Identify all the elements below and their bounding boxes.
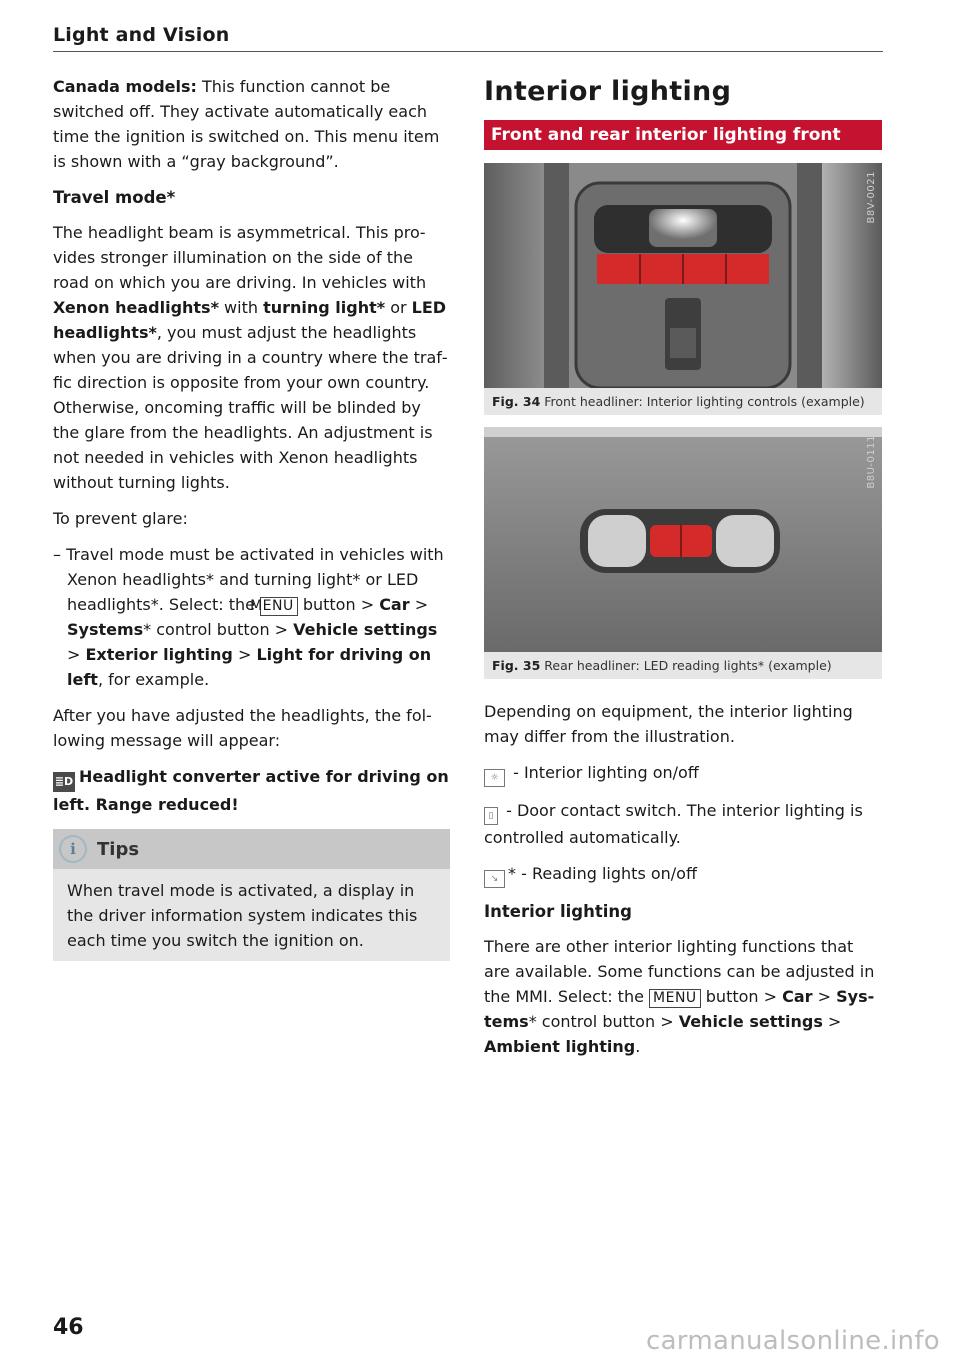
canada-label: Canada models: bbox=[53, 77, 197, 96]
text-run: * - Reading lights on/off bbox=[508, 864, 697, 883]
text-run: or bbox=[385, 298, 412, 317]
headlight-message bbox=[53, 764, 450, 817]
tips-header bbox=[53, 829, 450, 869]
figure-35-image bbox=[484, 427, 882, 652]
text-run-bold: Ambient lighting bbox=[484, 1037, 636, 1056]
prevent-glare-label: To prevent glare: bbox=[53, 509, 188, 528]
canada-paragraph bbox=[53, 74, 450, 174]
tips-body bbox=[53, 869, 450, 961]
headlight-converter-icon: ≣D bbox=[53, 772, 75, 792]
text-run-bold: LED headlights* bbox=[53, 298, 447, 342]
right-column bbox=[484, 74, 882, 1070]
text-run: . bbox=[635, 1037, 641, 1056]
text-run: > bbox=[409, 595, 429, 614]
figure-34-caption bbox=[484, 388, 882, 415]
text-run: The headlight beam is asymmetrical. This provides stronger illumination on the side of the road on which you are driving. In vehicles with bbox=[53, 223, 427, 292]
text-run: * control button > bbox=[528, 1012, 679, 1031]
figure-34-image bbox=[484, 163, 882, 388]
page-header-title: Light and Vision bbox=[53, 24, 230, 46]
text-run: button > bbox=[700, 987, 783, 1006]
figure-35 bbox=[484, 427, 882, 679]
watermark: carmanualsonline.info bbox=[645, 1326, 940, 1356]
figure-35-label: Fig. 35 bbox=[492, 658, 541, 673]
text-run: , for example. bbox=[97, 670, 210, 689]
header-divider bbox=[53, 51, 883, 52]
menu-key: MENU bbox=[649, 989, 701, 1008]
text-run: – Travel mode must be activated in vehicles with Xenon headlights* and turning light* or LED headlights*. Select: the bbox=[53, 545, 444, 614]
subsection-bar: Front and rear interior lighting front bbox=[484, 120, 882, 150]
depending-paragraph: Depending on equipment, the interior lighting may differ from the illustration. bbox=[484, 702, 853, 746]
text-run-bold: Car bbox=[379, 595, 410, 614]
door-contact-icon: ▯ bbox=[484, 807, 498, 825]
text-run-bold: Vehicle settings bbox=[678, 1012, 823, 1031]
tips-text: When travel mode is activated, a display in the driver information system indicates this each time you switch the ignition on. bbox=[67, 881, 418, 950]
text-run: - Interior lighting on/off bbox=[508, 763, 699, 782]
figure-34-label: Fig. 34 bbox=[492, 394, 541, 409]
text-run: > bbox=[822, 1012, 842, 1031]
legend-interior-light bbox=[484, 760, 882, 787]
legend-reading-lights bbox=[484, 861, 882, 888]
rear-headliner-photo bbox=[484, 427, 882, 652]
interior-lighting-heading: Interior lighting bbox=[484, 902, 632, 921]
left-column bbox=[53, 74, 450, 961]
text-run-bold: Xenon headlights* bbox=[53, 298, 219, 317]
text-run: > bbox=[232, 645, 257, 664]
text-run: - Door contact switch. The interior lighting is controlled automatically. bbox=[484, 801, 863, 847]
page-number: 46 bbox=[53, 1315, 84, 1340]
travel-mode-paragraph bbox=[53, 220, 450, 495]
text-run-bold: Vehicle settings bbox=[293, 620, 438, 639]
interior-light-icon: ☼ bbox=[484, 769, 505, 787]
text-run: * control button > bbox=[143, 620, 294, 639]
text-run: with bbox=[218, 298, 264, 317]
info-icon: i bbox=[59, 835, 87, 863]
figure-35-code: B8U-0111 bbox=[866, 435, 877, 489]
text-run-bold: Light for driving on left bbox=[67, 645, 432, 689]
text-run: , you must adjust the headlights when you are driving in a country where the traffic direction is opposite from your own country. Otherwise, oncoming traffic will be blinded by the glare from the headlights. An adjustment is not needed in vehicles with Xenon headlights without turning lights. bbox=[53, 323, 448, 492]
figure-35-text: Rear headliner: LED reading lights* (example) bbox=[544, 658, 832, 673]
figure-34 bbox=[484, 163, 882, 415]
after-adjust-paragraph: After you have adjusted the headlights, the following message will appear: bbox=[53, 706, 432, 750]
text-run: There are other interior lighting functions that are available. Some functions can be adjusted in the MMI. Select: the bbox=[484, 937, 875, 1006]
figure-34-text: Front headliner: Interior lighting controls (example) bbox=[544, 394, 865, 409]
menu-key: MENU bbox=[260, 597, 298, 616]
text-run-bold: Exterior lighting bbox=[85, 645, 233, 664]
figure-35-caption bbox=[484, 652, 882, 679]
figure-34-code: B8V-0021 bbox=[866, 171, 877, 224]
section-title: Interior lighting bbox=[484, 76, 732, 107]
travel-mode-step bbox=[53, 542, 450, 692]
interior-lighting-paragraph bbox=[484, 934, 882, 1059]
canada-text: This function cannot be switched off. They activate automatically each time the ignition is switched on. This menu item is shown with a “gray background”. bbox=[53, 77, 440, 171]
headlight-message-text: Headlight converter active for driving on left. Range reduced! bbox=[53, 767, 449, 814]
text-run-bold: Systems bbox=[484, 987, 875, 1031]
tips-box bbox=[53, 829, 450, 961]
text-run-bold: Systems bbox=[67, 620, 144, 639]
tips-label: Tips bbox=[97, 838, 140, 860]
legend-door-contact bbox=[484, 798, 882, 850]
reading-light-icon: ↘ bbox=[484, 870, 505, 888]
front-headliner-photo bbox=[484, 163, 882, 388]
text-run: button > bbox=[297, 595, 380, 614]
text-run: > bbox=[67, 645, 86, 664]
text-run-bold: turning light* bbox=[263, 298, 386, 317]
travel-mode-heading: Travel mode* bbox=[53, 188, 176, 207]
text-run: > bbox=[812, 987, 837, 1006]
text-run-bold: Car bbox=[782, 987, 813, 1006]
